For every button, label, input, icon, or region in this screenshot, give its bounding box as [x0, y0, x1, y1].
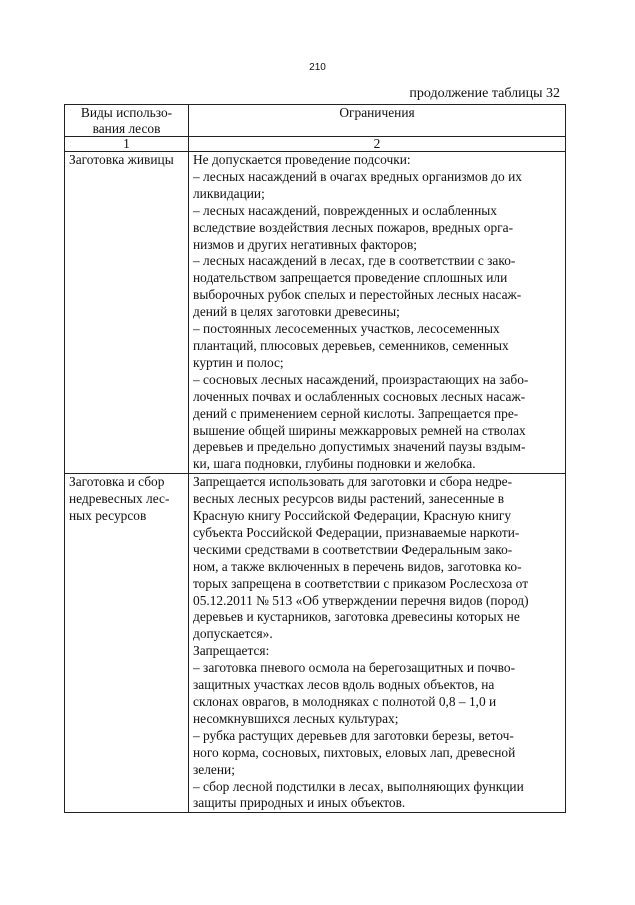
cell-line: Заготовка и сбор — [69, 474, 165, 490]
header-forest-use-types — [65, 105, 189, 137]
restriction-line: склонах оврагов, в молодняках с полнотой 0,8 – 1,0 и — [193, 694, 497, 709]
restriction-line: – лесных насаждений, поврежденных и ослабленных — [193, 202, 497, 218]
forest-use-type-cell — [65, 152, 189, 474]
restriction-line: деревьев и предельно допустимых значений паузы вздым- — [193, 439, 526, 455]
table-row — [65, 474, 566, 813]
restriction-line: – постоянных лесосеменных участков, лесосеменных — [193, 321, 500, 337]
restriction-line: ки, шага подновки, глубины подновки и желобка. — [193, 456, 476, 472]
restriction-line: дений с применением серной кислоты. Запрещается пре- — [193, 405, 519, 421]
table-continuation-label: продолжение таблицы 32 — [409, 86, 560, 101]
restrictions-cell — [189, 152, 566, 474]
restriction-line: ного корма, сосновых, пихтовых, еловых лап, древесной — [193, 744, 516, 760]
restriction-line: – сосновых лесных насаждений, произрастающих на забо- — [193, 371, 529, 387]
restriction-line: – лесных насаждений в очагах вредных организмов до их — [193, 168, 522, 184]
restriction-line: дений в целях заготовки древесины; — [193, 304, 400, 320]
restriction-line: Не допускается проведение подсочки: — [193, 152, 411, 167]
restriction-line: выборочных рубок спелых и перестойных лесных насаж- — [193, 287, 522, 303]
column-number: 1 — [65, 137, 189, 152]
restriction-line: вышение общей ширины межкарровых ремней на стволах — [193, 422, 526, 438]
restriction-line: ческими средствами в соответствии Федеральным зако- — [193, 541, 513, 557]
restrictions-table — [64, 104, 566, 813]
table-header-row — [65, 105, 566, 137]
restriction-line: – сбор лесной подстилки в лесах, выполняющих функции — [193, 778, 524, 794]
restriction-line: Красную книгу Российской Федерации, Красную книгу — [193, 508, 512, 524]
restriction-line: Запрещается использовать для заготовки и сбора недре- — [193, 474, 513, 490]
forest-use-type-cell — [65, 474, 189, 813]
restriction-line: защитных участках лесов вдоль водных объектов, на — [193, 677, 495, 693]
restriction-line: – рубка растущих деревьев для заготовки березы, веточ- — [193, 727, 514, 743]
restriction-line: защиты природных и иных объектов. — [193, 795, 406, 811]
restriction-line: ликвидации; — [193, 185, 265, 201]
restriction-line: Запрещается: — [193, 643, 270, 659]
restriction-line: допускается». — [193, 626, 273, 642]
restriction-line: зелени; — [193, 761, 235, 777]
cell-line: ных ресурсов — [69, 508, 147, 524]
restriction-line: вследствие воздействия лесных пожаров, вредных орга- — [193, 219, 514, 235]
restriction-line: – заготовка пневого осмола на берегозащитных и почво- — [193, 660, 516, 676]
header-col1-line: вания лесов — [92, 120, 161, 136]
restrictions-cell — [189, 474, 566, 813]
restriction-line: куртин и полос; — [193, 354, 284, 370]
restriction-line: субъекта Российской Федерации, признаваемые наркоти- — [193, 524, 520, 540]
restriction-line: 05.12.2011 № 513 «Об утверждении перечня видов (пород) — [193, 592, 529, 608]
restriction-line: плантаций, плюсовых деревьев, семенников, семенных — [193, 337, 509, 353]
page-number: 210 — [309, 62, 326, 73]
restriction-line: деревьев и кустарников, заготовка древесины которых не — [193, 609, 520, 625]
restriction-line: нодательством запрещается проведение сплошных или — [193, 270, 508, 286]
table-row — [65, 152, 566, 474]
cell-line: Заготовка живицы — [69, 152, 174, 167]
column-number: 2 — [189, 137, 566, 152]
restriction-line: лоченных почвах и ослабленных сосновых лесных насаж- — [193, 388, 526, 404]
header-col1-line: Виды использо- — [80, 105, 173, 120]
restriction-line: – лесных насаждений в лесах, где в соответствии с зако- — [193, 253, 516, 269]
restriction-line: торых запрещена в соответствии с приказом Рослесхоза от — [193, 575, 529, 591]
column-numbers-row — [65, 137, 566, 152]
cell-line: недревесных лес- — [69, 491, 170, 507]
header-restrictions: Ограничения — [189, 105, 566, 137]
restriction-line: весных лесных ресурсов виды растений, занесенные в — [193, 491, 505, 507]
restriction-line: ном, а также включенных в перечень видов, заготовка ко- — [193, 558, 522, 574]
restriction-line: несомкнувшихся лесных культурах; — [193, 710, 399, 726]
restriction-line: низмов и других негативных факторов; — [193, 236, 418, 252]
